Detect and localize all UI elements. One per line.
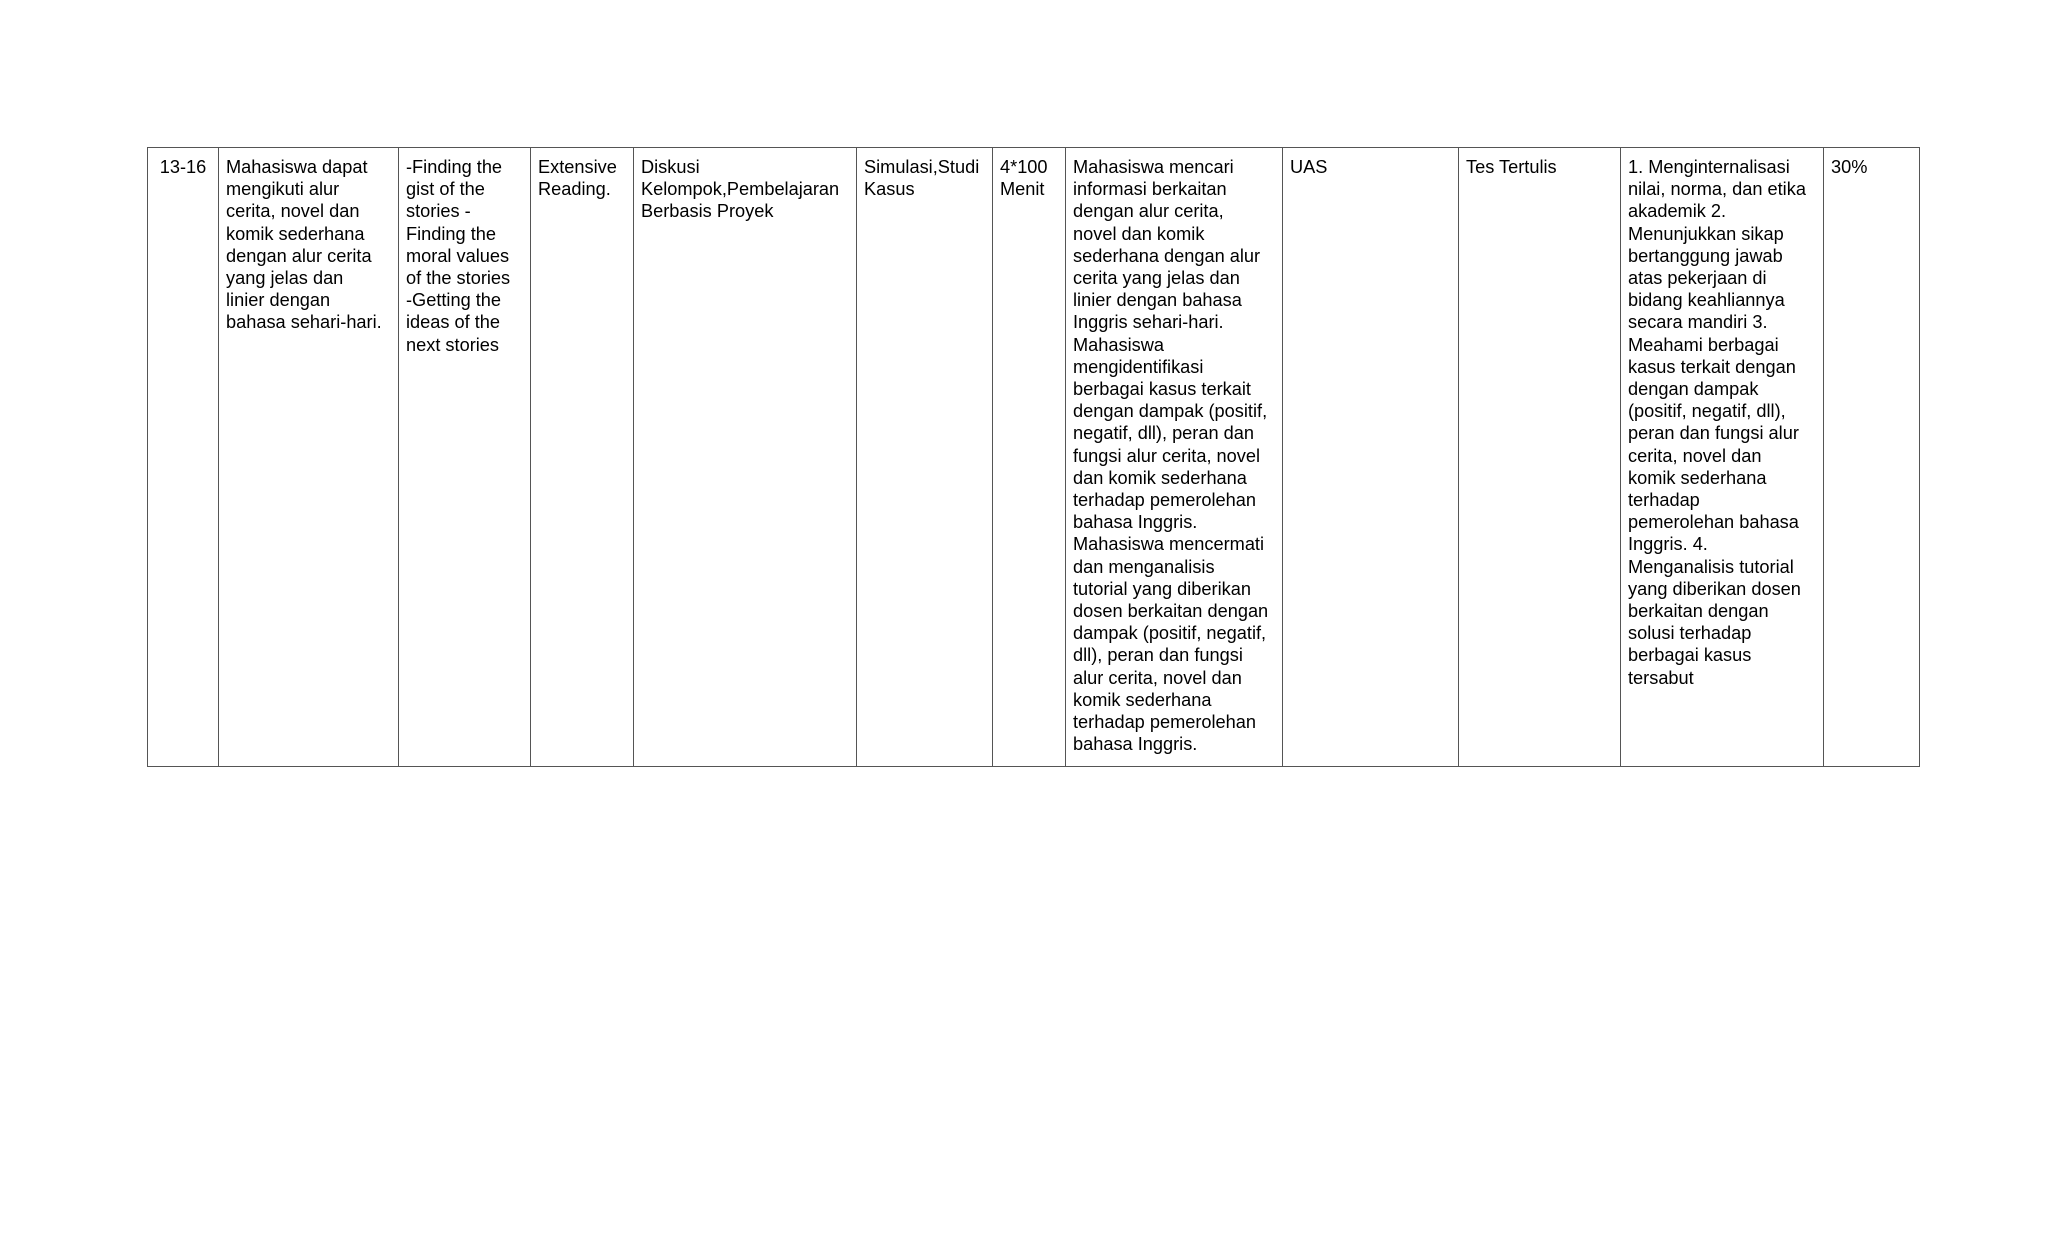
- cell-line: Inggris sehari-hari.: [1073, 312, 1224, 333]
- meeting-number: 13-16: [159, 157, 207, 177]
- cell-line: Kelompok,Pembelajaran: [641, 179, 840, 200]
- cell-line: 4*100: [1000, 157, 1048, 177]
- assessment-type: UAS: [1290, 157, 1328, 177]
- cell-line: Simulasi,Studi: [864, 157, 980, 177]
- assessment-form-cell: [1459, 148, 1621, 767]
- cell-line: linier dengan: [226, 290, 331, 311]
- cell-line: bahasa sehari-hari.: [226, 312, 382, 333]
- table-row: [148, 148, 1920, 767]
- cell-line: Diskusi: [641, 157, 700, 177]
- cell-line: stories -: [406, 201, 471, 222]
- cell-line: bahasa Inggris.: [1073, 734, 1198, 755]
- cell-line: dengan dampak: [1628, 379, 1759, 400]
- cell-line: Inggris. 4.: [1628, 534, 1708, 555]
- cell-line: Finding the: [406, 223, 496, 244]
- cell-line: terhadap pemerolehan: [1073, 490, 1257, 511]
- cell-line: linier dengan bahasa: [1073, 290, 1242, 311]
- learning-outcome-cell: [219, 148, 399, 767]
- cell-line: ideas of the: [406, 312, 501, 333]
- student-activity-cell: [1066, 148, 1283, 767]
- cell-line: komik sederhana: [1073, 689, 1212, 710]
- cell-line: -Getting the: [406, 290, 502, 311]
- cell-line: Berbasis Proyek: [641, 201, 774, 222]
- cell-line: Menunjukkan sikap: [1628, 223, 1784, 244]
- cell-line: dengan alur cerita: [226, 245, 372, 266]
- lesson-plan-table: [147, 147, 1920, 767]
- cell-line: solusi terhadap: [1628, 623, 1752, 644]
- cell-line: mengikuti alur: [226, 179, 340, 200]
- cell-line: dengan dampak (positif,: [1073, 401, 1268, 422]
- cell-line: cerita, novel dan: [1628, 445, 1762, 466]
- cell-line: bertanggung jawab: [1628, 245, 1783, 266]
- cell-line: of the stories: [406, 268, 511, 289]
- cell-line: Mahasiswa mencari: [1073, 157, 1234, 177]
- cell-line: peran dan fungsi alur: [1628, 423, 1799, 444]
- cell-line: dengan alur cerita,: [1073, 201, 1224, 222]
- cell-line: dampak (positif, negatif,: [1073, 623, 1267, 644]
- material-cell: [531, 148, 634, 767]
- cell-line: berbagai kasus: [1628, 645, 1752, 666]
- cell-line: yang diberikan dosen: [1628, 578, 1801, 599]
- cell-line: kasus terkait dengan: [1628, 356, 1796, 377]
- cell-line: Extensive: [538, 157, 617, 177]
- cell-line: Menit: [1000, 179, 1045, 200]
- time-cell: [993, 148, 1066, 767]
- cell-line: Meahami berbagai: [1628, 334, 1779, 355]
- cell-line: bidang keahliannya: [1628, 290, 1785, 311]
- cell-line: Menganalisis tutorial: [1628, 556, 1794, 577]
- cell-line: fungsi alur cerita, novel: [1073, 445, 1261, 466]
- assessment-type-cell: [1283, 148, 1459, 767]
- cell-line: 1. Menginternalisasi: [1628, 157, 1790, 177]
- cell-line: informasi berkaitan: [1073, 179, 1227, 200]
- cell-line: Mahasiswa mencermati: [1073, 534, 1265, 555]
- cell-line: gist of the: [406, 179, 485, 200]
- cell-line: yang jelas dan: [226, 268, 344, 289]
- weight-value: 30%: [1831, 157, 1868, 177]
- cell-line: dan komik sederhana: [1073, 467, 1247, 488]
- cell-line: komik sederhana: [1628, 467, 1767, 488]
- cell-line: (positif, negatif, dll),: [1628, 401, 1786, 422]
- cell-line: cerita, novel dan: [226, 201, 360, 222]
- cell-line: dan menganalisis: [1073, 556, 1215, 577]
- cell-line: pemerolehan bahasa: [1628, 512, 1799, 533]
- cell-line: negatif, dll), peran dan: [1073, 423, 1254, 444]
- assessment-form: Tes Tertulis: [1466, 157, 1557, 177]
- cell-line: terhadap: [1628, 490, 1700, 511]
- cell-line: Reading.: [538, 179, 611, 200]
- cell-line: tersabut: [1628, 667, 1694, 688]
- meeting-cell: [148, 148, 219, 767]
- cell-line: atas pekerjaan di: [1628, 268, 1767, 289]
- cell-line: moral values: [406, 245, 510, 266]
- cell-line: dll), peran dan fungsi: [1073, 645, 1243, 666]
- cell-line: berkaitan dengan: [1628, 601, 1769, 622]
- cell-line: Kasus: [864, 179, 915, 200]
- cell-line: berbagai kasus terkait: [1073, 379, 1251, 400]
- cell-line: cerita yang jelas dan: [1073, 268, 1240, 289]
- cell-line: Mahasiswa dapat: [226, 157, 368, 177]
- criteria-cell: [1621, 148, 1824, 767]
- cell-line: mengidentifikasi: [1073, 356, 1204, 377]
- learning-method-cell: [634, 148, 857, 767]
- cell-line: nilai, norma, dan etika: [1628, 179, 1806, 200]
- indicators-cell: [399, 148, 531, 767]
- cell-line: Mahasiswa: [1073, 334, 1164, 355]
- cell-line: tutorial yang diberikan: [1073, 578, 1251, 599]
- cell-line: sederhana dengan alur: [1073, 245, 1261, 266]
- cell-line: secara mandiri 3.: [1628, 312, 1768, 333]
- cell-line: next stories: [406, 334, 499, 355]
- cell-line: terhadap pemerolehan: [1073, 712, 1257, 733]
- cell-line: akademik 2.: [1628, 201, 1727, 222]
- learning-form-cell: [857, 148, 993, 767]
- cell-line: komik sederhana: [226, 223, 365, 244]
- cell-line: dosen berkaitan dengan: [1073, 601, 1269, 622]
- cell-line: novel dan komik: [1073, 223, 1205, 244]
- weight-cell: [1824, 148, 1920, 767]
- cell-line: alur cerita, novel dan: [1073, 667, 1242, 688]
- cell-line: bahasa Inggris.: [1073, 512, 1198, 533]
- cell-line: -Finding the: [406, 157, 503, 177]
